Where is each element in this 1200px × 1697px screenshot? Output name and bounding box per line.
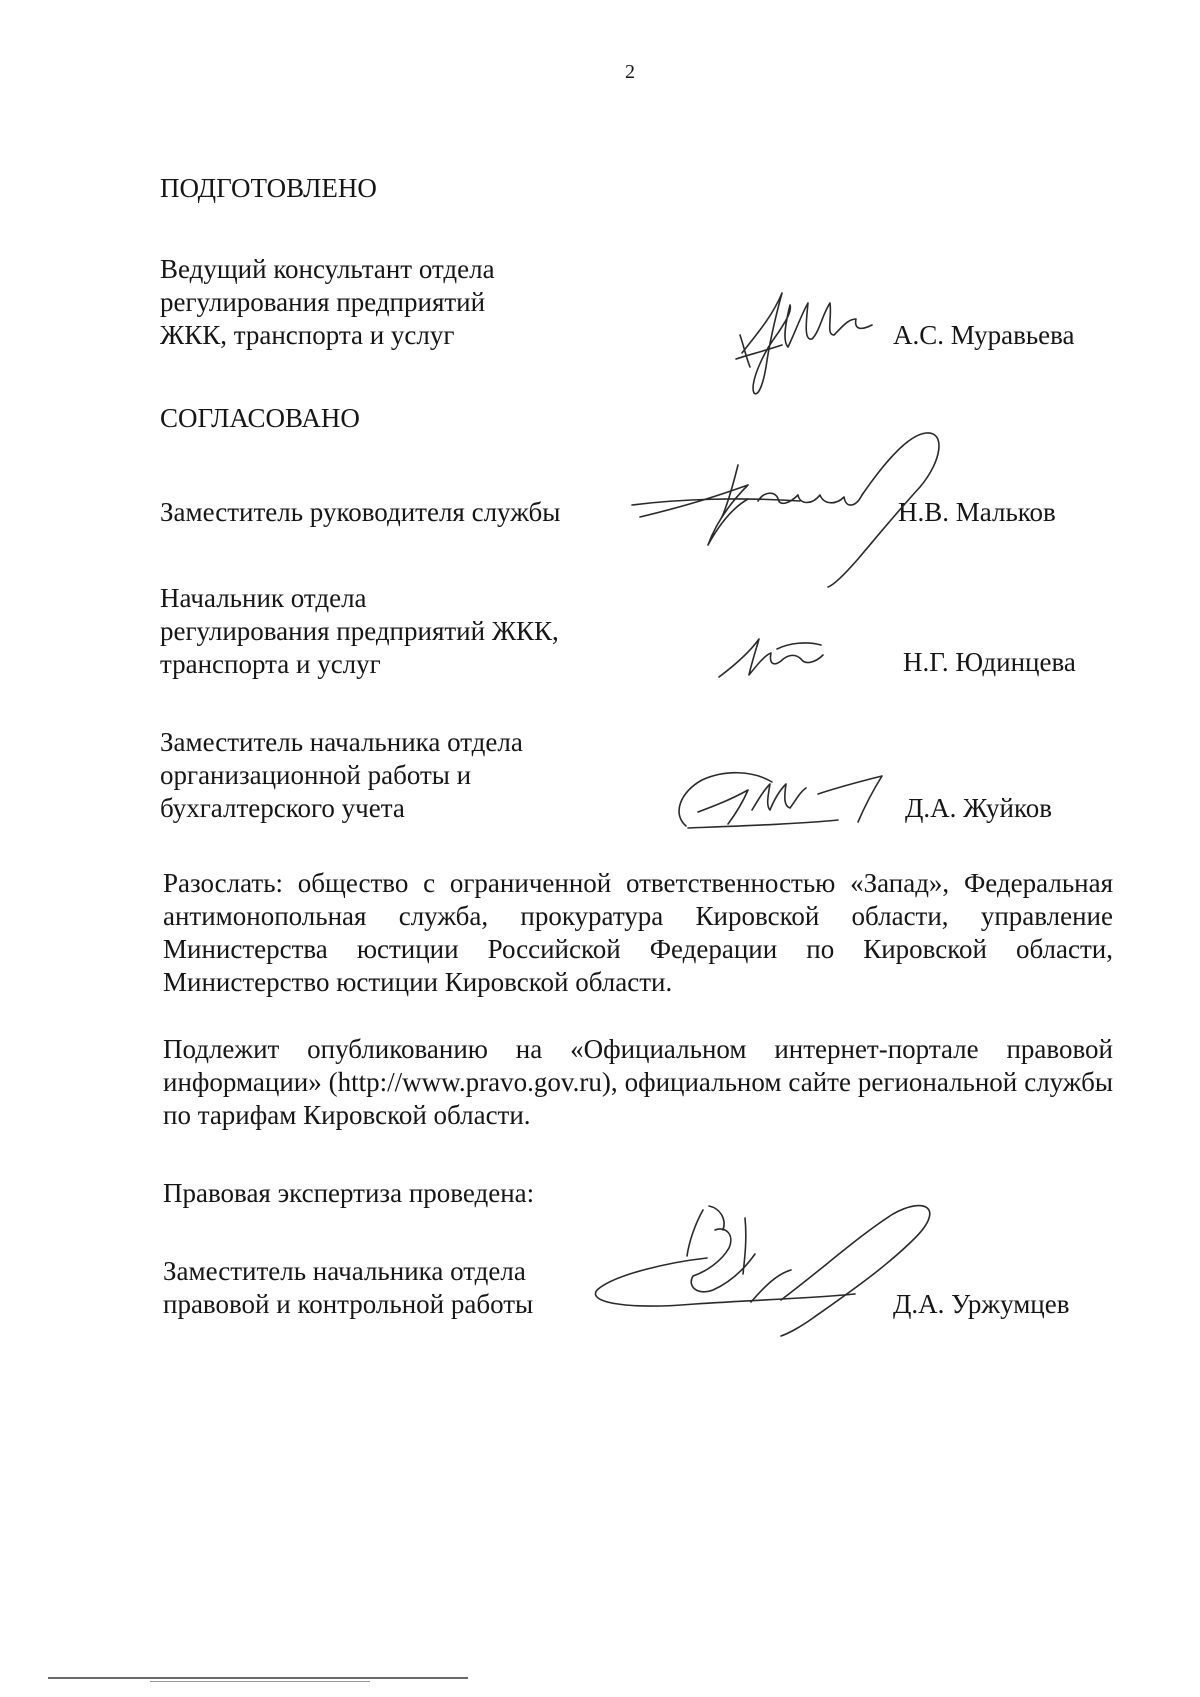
legal-review-heading: Правовая экспертиза проведена: — [163, 1178, 535, 1208]
signature-urzhumtsev — [585, 1190, 945, 1350]
distribution-paragraph: Разослать: общество с ограниченной ответственностью «Запад», Федеральная антимонопольная служба, прокуратура Кировской области, управление Министерства юстиции Российской Федерации по Кировской области, Министерство юстиции Кировской области. — [163, 868, 1113, 997]
scan-edge-line — [48, 1677, 468, 1679]
legal-review-position-line-1: Заместитель начальника отдела — [163, 1256, 526, 1286]
signature-malkov — [630, 425, 960, 595]
agreed-3-position-line-1: Заместитель начальника отдела — [160, 727, 523, 757]
prepared-position-line-1: Ведущий консультант отдела — [160, 254, 495, 284]
agreed-heading: СОГЛАСОВАНО — [160, 403, 360, 433]
scan-edge-line — [150, 1681, 370, 1682]
signature-muravyeva — [730, 275, 890, 405]
agreed-2-name: Н.Г. Юдинцева — [903, 647, 1076, 677]
prepared-name: А.С. Муравьева — [893, 320, 1075, 350]
agreed-3-position-line-2: организационной работы и — [160, 760, 472, 790]
agreed-3-position-line-3: бухгалтерского учета — [160, 793, 405, 823]
page-number: 2 — [625, 61, 635, 83]
agreed-2-position-line-3: транспорта и услуг — [160, 649, 381, 679]
agreed-1-position-line-1: Заместитель руководителя службы — [160, 497, 561, 527]
signature-yudintseva — [715, 625, 835, 685]
agreed-3-name: Д.А. Жуйков — [905, 793, 1052, 823]
prepared-heading: ПОДГОТОВЛЕНО — [160, 173, 377, 203]
agreed-2-position-line-2: регулирования предприятий ЖКК, — [160, 616, 559, 646]
signature-zhuykov — [668, 760, 898, 835]
agreed-2-position-line-1: Начальник отдела — [160, 583, 367, 613]
publication-paragraph: Подлежит опубликованию на «Официальном интернет-портале правовой информации» (http://www.pravo.gov.ru), официальном сайте региональной службы по тарифам Кировской области. — [163, 1034, 1113, 1130]
agreed-1-name: Н.В. Мальков — [898, 497, 1056, 527]
legal-review-name: Д.А. Уржумцев — [893, 1289, 1070, 1319]
legal-review-position-line-2: правовой и контрольной работы — [163, 1289, 534, 1319]
prepared-position-line-3: ЖКК, транспорта и услуг — [160, 320, 455, 350]
prepared-position-line-2: регулирования предприятий — [160, 287, 486, 317]
